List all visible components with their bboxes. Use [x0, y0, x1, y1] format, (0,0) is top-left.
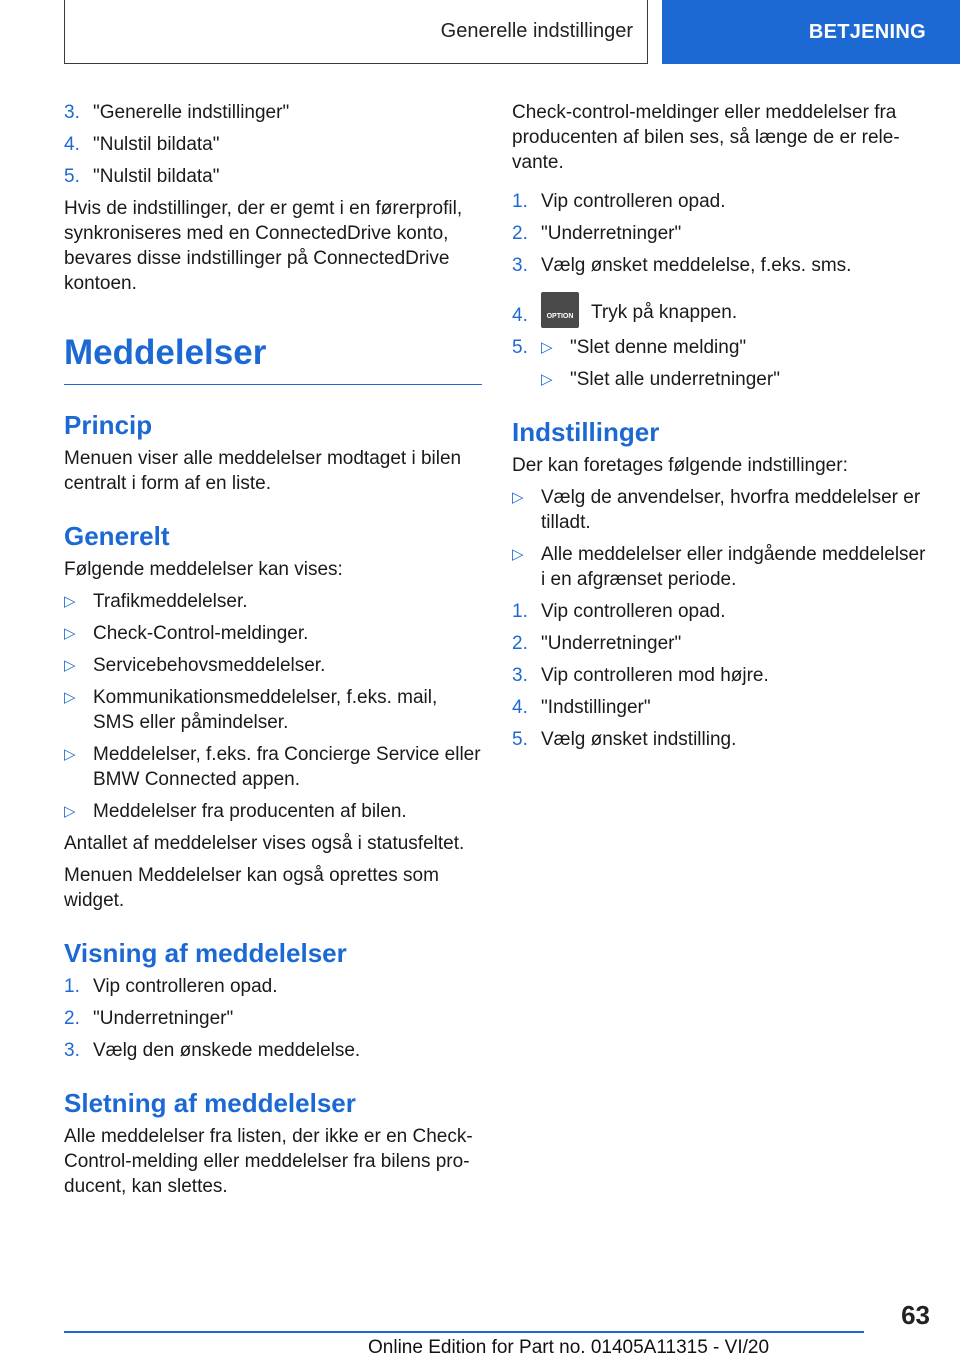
indstillinger-steps: [512, 599, 932, 752]
step-number: 3.: [512, 255, 528, 276]
step-number: 5.: [64, 166, 80, 187]
intro-paragraph: Hvis de indstillinger, der er gemt i en førerprofil, synkroniseres med en ConnectedDrive konto, bevares disse indstillinger på ConnectedDrive kontoen.: [64, 198, 463, 294]
section-heading-sletning: Sletning af meddelelser: [64, 1088, 356, 1118]
step-number: 3.: [64, 102, 80, 123]
step-number: 4.: [512, 697, 528, 718]
step-text: "Underretninger": [541, 223, 682, 244]
header-section-title: Generelle indstillinger: [440, 20, 633, 42]
list-item: [64, 621, 482, 646]
step-number: 4.: [512, 305, 528, 326]
triangle-bullet-icon: ▷: [64, 746, 76, 763]
visning-steps: [64, 974, 482, 1063]
list-item-text: Kommunikationsmeddelelser, f.eks. mail, SMS eller påmindelser.: [93, 687, 438, 733]
sletning-text: Alle meddelelser fra listen, der ikke er en Check-Control-melding eller meddelelser fra bilens producent, kan slettes.: [64, 1126, 473, 1197]
list-item: [512, 485, 932, 535]
step-text: "Underretninger": [541, 633, 682, 654]
step-number: 5.: [512, 729, 528, 750]
list-item-text: Meddelelser, f.eks. fra Concierge Service eller BMW Connected appen.: [93, 744, 481, 790]
top-steps-list: [64, 100, 482, 189]
step-text: [541, 292, 737, 328]
step-number: 1.: [64, 976, 80, 997]
triangle-bullet-icon: ▷: [64, 625, 76, 642]
step-number: 2.: [512, 223, 528, 244]
list-item: [64, 653, 482, 678]
step-number: 2.: [512, 633, 528, 654]
right-steps: [512, 189, 932, 392]
generelt-list: [64, 589, 482, 824]
section-heading-visning: Visning af meddelelser: [64, 938, 347, 968]
header-section-box: [64, 0, 648, 64]
footer-divider: [64, 1331, 864, 1333]
step-number: 3.: [64, 1040, 80, 1061]
step-number: 5.: [512, 337, 528, 358]
list-item: [64, 685, 482, 735]
list-item: [64, 799, 482, 824]
step-text: "Nulstil bildata": [93, 134, 220, 155]
step-text: Vip controlleren opad.: [541, 601, 726, 622]
list-item: [512, 599, 932, 624]
triangle-bullet-icon: ▷: [512, 546, 524, 563]
princip-text: Menuen viser alle meddelelser modtaget i bilen centralt i form af en liste.: [64, 448, 462, 494]
triangle-bullet-icon: ▷: [541, 371, 553, 388]
indstillinger-list: [512, 485, 932, 592]
triangle-bullet-icon: ▷: [64, 657, 76, 674]
step-text: Vælg ønsket indstilling.: [541, 729, 737, 750]
right-column: [512, 100, 932, 759]
right-intro-text: Check-control-meldinger eller meddelelser fra producenten af bilen ses, så længe de er relevante.: [512, 102, 900, 173]
list-item: [512, 542, 932, 592]
triangle-bullet-icon: ▷: [64, 689, 76, 706]
option-icon-label: OPTION: [546, 313, 574, 320]
status-text: Antallet af meddelelser vises også i statusfeltet.: [64, 833, 465, 854]
list-item: [512, 189, 932, 214]
step-text: "Generelle indstillinger": [93, 102, 290, 123]
step-text: Vip controlleren mod højre.: [541, 665, 769, 686]
list-item: [512, 221, 932, 246]
list-item: [64, 974, 482, 999]
header-chapter-tab[interactable]: [662, 0, 960, 64]
list-item-text: "Slet denne melding": [570, 337, 747, 358]
header-chapter-label: BETJENING: [808, 20, 926, 43]
list-item: [64, 742, 482, 792]
step-number: 4.: [64, 134, 80, 155]
list-item: [512, 727, 932, 752]
list-item: [512, 253, 932, 278]
left-column: [64, 100, 482, 1206]
footer-edition-link[interactable]: Online Edition for Part no. 01405A11315 - VI/20: [368, 1337, 770, 1358]
list-item: [512, 292, 932, 328]
list-item-text: Alle meddelelser eller indgående meddelelser i en afgrænset periode.: [541, 544, 926, 590]
list-item: [64, 132, 482, 157]
list-item: [64, 1006, 482, 1031]
list-item-text: Servicebehovsmeddelelser.: [93, 655, 326, 676]
triangle-bullet-icon: ▷: [541, 339, 553, 356]
chapter-heading: Meddelelser: [64, 332, 482, 385]
list-item: [64, 1038, 482, 1063]
section-heading-princip: Princip: [64, 410, 153, 440]
list-item: [512, 695, 932, 720]
step-number: 1.: [512, 191, 528, 212]
widget-text: Menuen Meddelelser kan også oprettes som widget.: [64, 865, 439, 911]
list-item-text: Check-Control-meldinger.: [93, 623, 309, 644]
list-item-text: Vælg de anvendelser, hvorfra meddelelser er tilladt.: [541, 487, 921, 533]
option-button-icon: [541, 292, 579, 328]
list-item: [512, 335, 932, 360]
list-item-text: Meddelelser fra producenten af bilen.: [93, 801, 407, 822]
list-item: [512, 663, 932, 688]
list-item: [541, 367, 932, 392]
page-number: 63: [901, 1300, 930, 1330]
step-number: 1.: [512, 601, 528, 622]
step-number: 2.: [64, 1008, 80, 1029]
step-text: "Indstillinger": [541, 697, 651, 718]
list-item: [64, 100, 482, 125]
step-text: Vælg ønsket meddelelse, f.eks. sms.: [541, 255, 852, 276]
triangle-bullet-icon: ▷: [512, 489, 524, 506]
list-item-text: Trafikmeddelelser.: [93, 591, 248, 612]
step-text: Vip controlleren opad.: [93, 976, 278, 997]
list-item: [64, 589, 482, 614]
step-text: "Underretninger": [93, 1008, 234, 1029]
list-item: [64, 164, 482, 189]
list-item-text: "Slet alle underretninger": [570, 369, 780, 390]
step-text: Vip controlleren opad.: [541, 191, 726, 212]
step-text: Vælg den ønskede meddelelse.: [93, 1040, 361, 1061]
triangle-bullet-icon: ▷: [64, 803, 76, 820]
section-heading-indstillinger: Indstillinger: [512, 417, 660, 447]
generelt-text: Følgende meddelelser kan vises:: [64, 559, 343, 580]
step-text: "Nulstil bildata": [93, 166, 220, 187]
step-number: 3.: [512, 665, 528, 686]
triangle-bullet-icon: ▷: [64, 593, 76, 610]
step4-label: Tryk på knappen.: [591, 302, 738, 323]
list-item: [512, 631, 932, 656]
section-heading-generelt: Generelt: [64, 521, 170, 551]
indstillinger-text: Der kan foretages følgende indstillinger:: [512, 455, 848, 476]
